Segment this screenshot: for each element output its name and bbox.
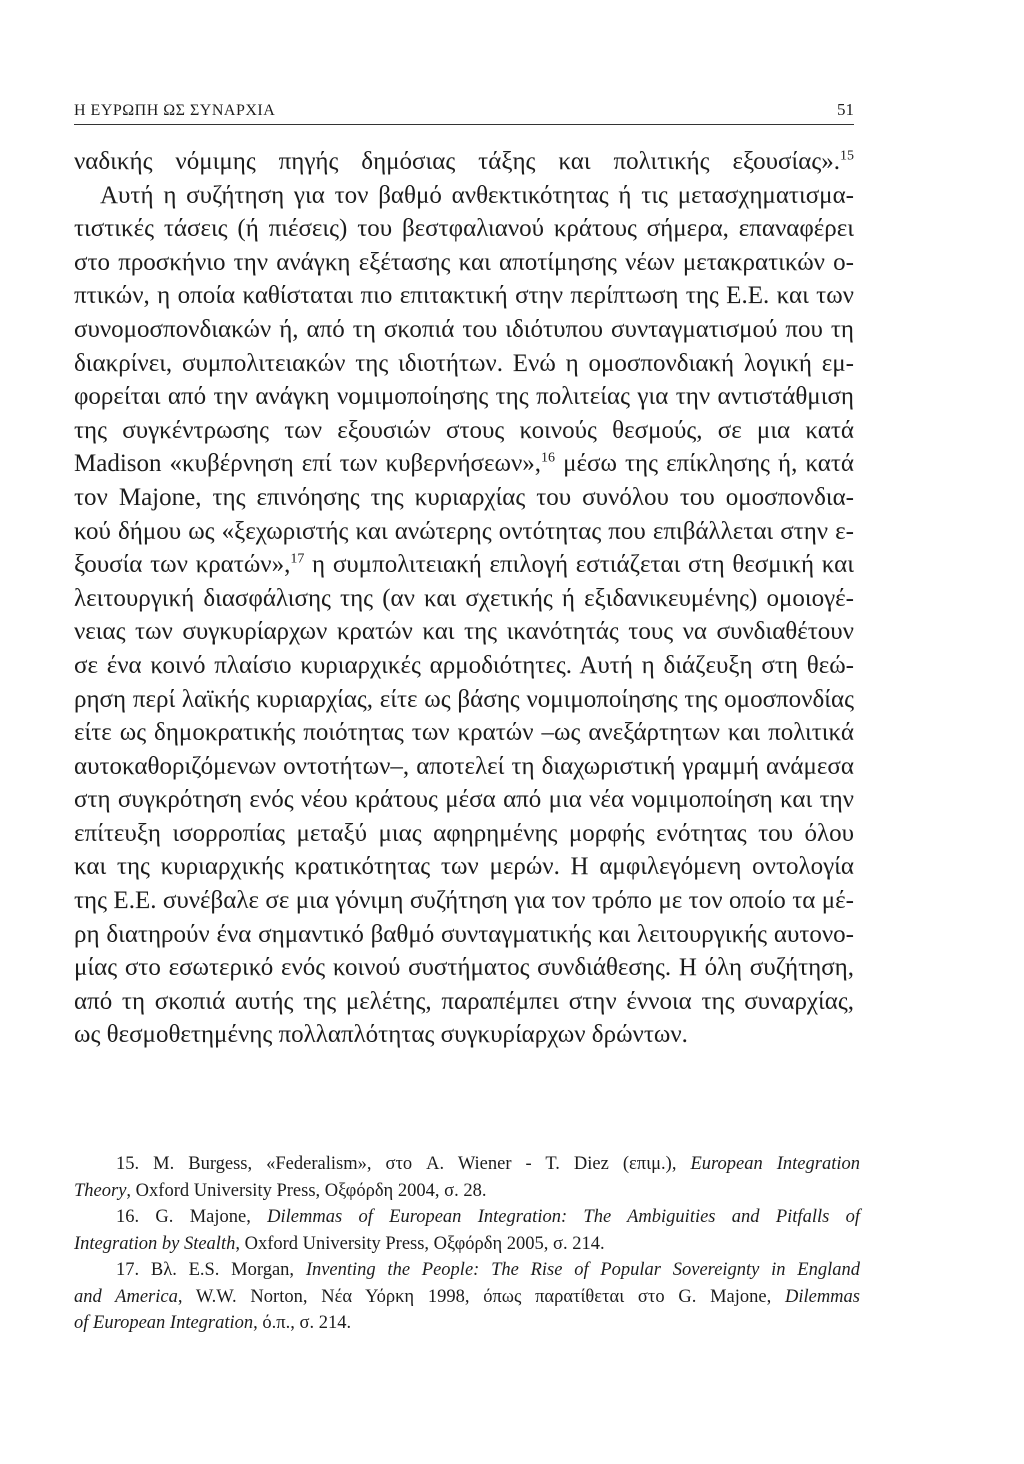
footnote-italic-text: Theory: [74, 1180, 127, 1201]
body-line: [74, 649, 854, 683]
body-line: [74, 918, 854, 952]
page-number: 51: [837, 100, 854, 119]
body-line: [74, 783, 854, 817]
body-line-text: πτικών, η οποία καθίσταται πιο επιτακτική στην περίπτωση της Ε.Ε. και των: [74, 282, 854, 310]
body-line: [74, 179, 854, 213]
body-line: [74, 414, 854, 448]
body-line-text: Αυτή η συζήτηση για τον βαθμό ανθεκτικότητας ή τις μετασχηματισμα-: [100, 181, 854, 209]
footnote-reference: 16: [541, 451, 556, 467]
body-line-text: η συμπολιτειακή επιλογή εστιάζεται στη θεσμική και: [304, 551, 854, 579]
body-line: [74, 246, 854, 280]
footnote-16-line: [74, 1204, 860, 1231]
body-line-text: της συγκέντρωσης των εξουσιών στους κοινούς θεσμούς, σε μια κατά: [74, 416, 854, 444]
body-line-text: ξουσία των κρατών»,: [74, 551, 291, 579]
body-line: [74, 1018, 854, 1052]
running-title: Η ΕΥΡΩΠΗ ΩΣ ΣΥΝΑΡΧΙΑ: [74, 102, 276, 119]
footnote-italic-text: Integration by Stealth: [74, 1233, 236, 1254]
body-line: [74, 817, 854, 851]
body-line-text: της Ε.Ε. συνέβαλε σε μια γόνιμη συζήτηση για τον τρόπο με τον οποίο τα μέ-: [74, 887, 854, 915]
footnote-text: , ό.π., σ. 214.: [253, 1313, 352, 1333]
body-line-text: Madison «κυβέρνηση επί των κυβερνήσεων»,: [74, 450, 542, 478]
body-line: [74, 447, 854, 481]
body-line: [74, 313, 854, 347]
footnote-17-line: [74, 1284, 860, 1311]
body-line: [74, 985, 854, 1019]
footnote-text: 15. M. Burgess, «Federalism», στο A. Wiener - T. Diez (επιμ.),: [116, 1154, 691, 1174]
body-line-text: κού δήμου ως «ξεχωριστής και ανώτερης οντότητας που επιβάλλεται στην ε-: [74, 517, 854, 545]
body-line: [74, 884, 854, 918]
body-line-text: επίτευξη ισορροπίας μεταξύ μιας αφηρημένης μορφής ενότητας του όλου: [74, 819, 854, 847]
footnote-italic-text: Inventing the People: The Rise of Popular Sovereignty in England: [305, 1260, 860, 1280]
footnote-italic-text: Dilemmas of European Integration: The Ambiguities and Pitfalls of: [267, 1207, 860, 1227]
body-line-text: μέσω της επίκλησης ή, κατά: [555, 450, 855, 478]
body-line: [74, 615, 854, 649]
body-line-text: φορείται από την ανάγκη νομιμοποίησης της πολιτείας για την αντιστάθμιση: [74, 383, 854, 411]
body-line-text: ρηση περί λαϊκής κυριαρχίας, είτε ως βάσης νομιμοποίησης της ομοσπονδίας: [74, 685, 854, 713]
body-line-text: σε ένα κοινό πλαίσιο κυριαρχικές αρμοδιότητες. Αυτή η διάζευξη στη θεώ-: [74, 651, 854, 679]
body-line-text: ναδικής νόμιμης πηγής δημόσιας τάξης και πολιτικής εξουσίας».: [74, 148, 840, 175]
body-line: [74, 548, 854, 582]
body-line-text: και της κυριαρχικής κρατικότητας των μερών. Η αμφιλεγόμενη οντολογία: [74, 853, 854, 881]
footnote-reference: 15: [840, 148, 854, 164]
footnote-17-line: [74, 1257, 860, 1284]
body-line-text: συνομοσπονδιακών ή, από τη σκοπιά του ιδιότυπου συνταγματισμού που τη: [74, 315, 854, 343]
body-line-text: ρη διατηρούν ένα σημαντικό βαθμό συνταγματικής και λειτουργικής αυτονο-: [74, 920, 854, 948]
body-line: [74, 145, 854, 179]
body-line: [74, 750, 854, 784]
footnotes: [74, 1151, 860, 1337]
footnote-15-line: [74, 1178, 860, 1205]
body-line-text: μίας στο εσωτερικό ενός κοινού συστήματος συνδιάθεσης. Η όλη συζήτηση,: [74, 954, 854, 982]
body-line-text: ως θεσμοθετημένης πολλαπλότητας συγκυρίαρχων δρώντων.: [74, 1021, 688, 1049]
footnote-15-line: [74, 1151, 860, 1178]
body-line: [74, 212, 854, 246]
footnote-text: , Oxford University Press, Οξφόρδη 2004, σ. 28.: [126, 1180, 487, 1201]
body-line-text: διακρίνει, συμπολιτειακών της ιδιοτήτων. Ενώ η ομοσπονδιακή λογική εμ-: [74, 349, 854, 377]
footnote-reference: 17: [290, 551, 305, 567]
body-line-text: είτε ως δημοκρατικής ποιότητας των κρατών –ως ανεξάρτητων και πολιτικά: [74, 719, 854, 747]
body-line-text: τον Majone, της επινόησης της κυριαρχίας του συνόλου του ομοσπονδια-: [74, 483, 854, 511]
body-line-text: τιστικές τάσεις (ή πιέσεις) του βεστφαλιανού κράτους σήμερα, επαναφέρει: [74, 215, 854, 243]
body-line: [74, 279, 854, 313]
body-line-text: λειτουργική διασφάλισης της (αν και σχετικής ή εξιδανικευμένης) ομοιογέ-: [74, 584, 854, 612]
body-line-text: νειας των συγκυρίαρχων κρατών και της ικανότητάς τους να συνδιαθέτουν: [74, 618, 854, 646]
body-line: [74, 515, 854, 549]
body-line: [74, 683, 854, 717]
footnote-text: 17. Βλ. E.S. Morgan,: [116, 1260, 306, 1280]
body-line-text: αυτοκαθοριζόμενων οντοτήτων–, αποτελεί τη διαχωριστική γραμμή ανάμεσα: [74, 752, 854, 780]
footnote-text: 16. G. Majone,: [116, 1207, 268, 1227]
body-line: [74, 347, 854, 381]
body-line: [74, 951, 854, 985]
footnote-italic-text: of European Integration: [74, 1313, 254, 1333]
footnote-italic-text: European Integration: [690, 1154, 860, 1174]
body-line: [74, 850, 854, 884]
body-line: [74, 481, 854, 515]
body-line-text: στη συγκρότηση ενός νέου κράτους μέσα από μια νέα νομιμοποίηση και την: [74, 786, 854, 814]
footnote-italic-text: and America: [74, 1286, 178, 1307]
body-text: [74, 145, 854, 1052]
footnote-text: , Oxford University Press, Οξφόρδη 2005, σ. 214.: [235, 1233, 605, 1254]
footnote-17-line: [74, 1310, 860, 1337]
running-header: [74, 100, 854, 125]
body-line-text: από τη σκοπιά αυτής της μελέτης, παραπέμπει στην έννοια της συναρχίας,: [74, 987, 854, 1015]
body-line-text: στο προσκήνιο την ανάγκη εξέτασης και αποτίμησης νέων μετακρατικών ο-: [74, 248, 854, 276]
body-line: [74, 582, 854, 616]
body-line: [74, 380, 854, 414]
footnote-text: , W.W. Norton, Νέα Υόρκη 1998, όπως παρατίθεται στο G. Majone,: [177, 1286, 785, 1307]
footnote-16-line: [74, 1231, 860, 1258]
footnote-italic-text: Dilemmas: [784, 1286, 860, 1307]
body-line: [74, 716, 854, 750]
